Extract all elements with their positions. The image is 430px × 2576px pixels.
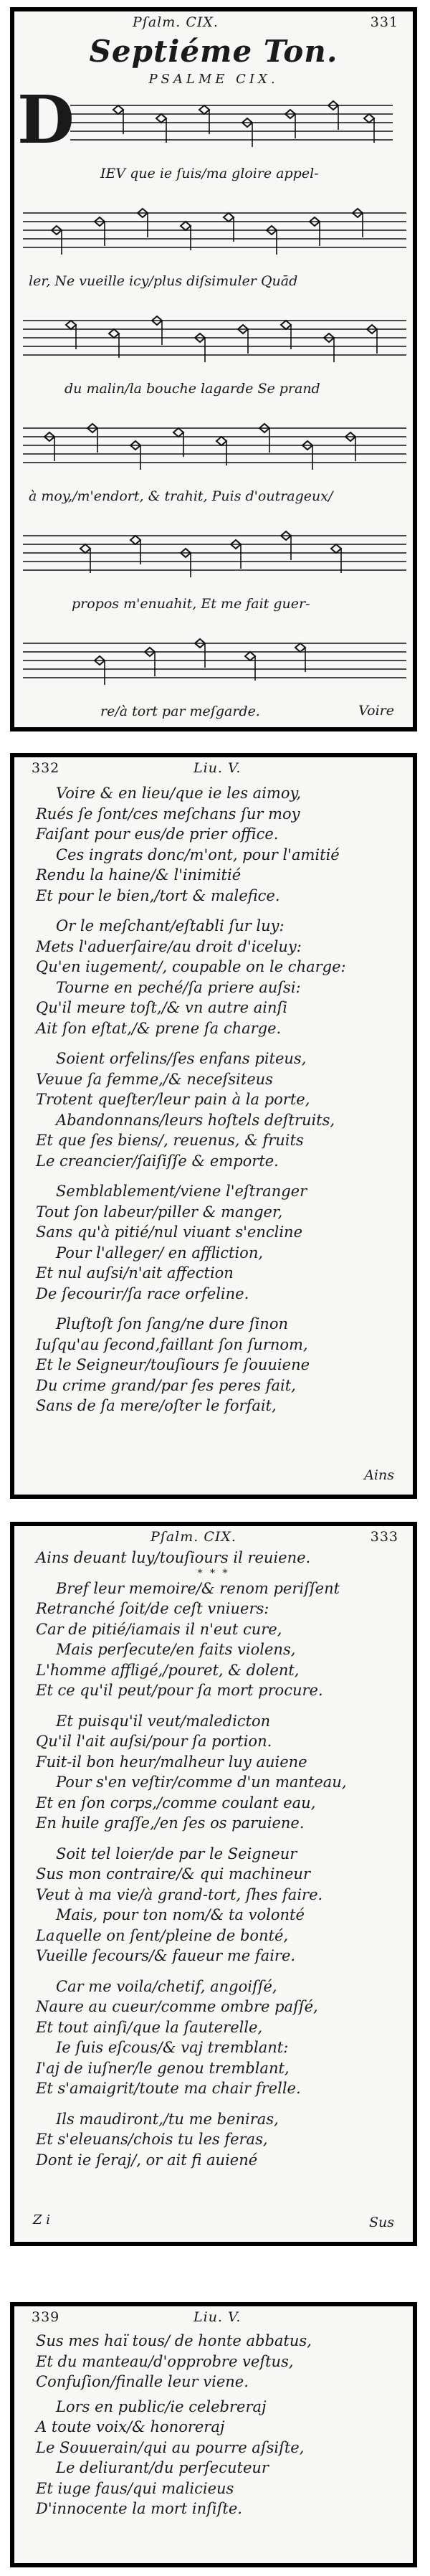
- verse-line: Car me voila/chetif, angoiſſé,: [56, 1977, 277, 1995]
- music-staff: [23, 521, 410, 593]
- verse-line: Ils maudiront,/tu me beniras,: [56, 2110, 279, 2128]
- verse-line: Pour s'en veſtir/comme d'un manteau,: [56, 1774, 347, 1791]
- page-header: [14, 2306, 413, 2328]
- music-system-5: [14, 521, 413, 629]
- verse-line: Sus mon contraire/& qui machineur: [36, 1865, 310, 1883]
- verse-line: Vueille ſecours/& faueur me faire.: [36, 1947, 296, 1964]
- lyric-line: ler, Ne vueille icy/plus diſsimuler Quād: [29, 273, 298, 289]
- verse-line: Dont ie ſeraj/, or ait fi auiené: [36, 2151, 258, 2169]
- signature-mark: Z i: [33, 2212, 50, 2227]
- verse-line: Tout ſon labeur/piller & manger,: [36, 1203, 283, 1221]
- verse-line: Confuſion/finalle leur viene.: [36, 2373, 249, 2390]
- music-staff: [23, 199, 410, 270]
- music-system-6: [14, 629, 413, 731]
- verse-line: Le deliurant/du perſecuteur: [56, 2459, 269, 2476]
- running-head: Liu. V.: [194, 2309, 242, 2325]
- verse-line: Ait ſon eſtat,/& prene ſa charge.: [36, 1019, 282, 1037]
- running-head: Liu. V.: [194, 760, 242, 776]
- verse-line: Naure au cueur/comme ombre paſſé,: [36, 1998, 318, 2015]
- lyric-line: du malin/la bouche lagarde Se prand: [64, 381, 320, 397]
- page-331: [10, 7, 417, 731]
- verse-line: L'homme affligé,/pouret, & dolent,: [36, 1661, 300, 1679]
- verse-line: Et que ſes biens/, reuenus, & fruits: [36, 1132, 304, 1149]
- music-system-3: [14, 306, 413, 414]
- verse-line: Et le Seigneur/touſiours ſe ſouuiene: [36, 1356, 310, 1373]
- verse-line: Et en ſon corps,/comme coulant eau,: [36, 1794, 316, 1812]
- verse-line: Veut à ma vie/à grand-tort, ſhes faire.: [36, 1885, 323, 1903]
- verse-line: Trotent queſter/leur pain à la porte,: [36, 1091, 310, 1108]
- verse-line: Voire & en lieu/que ie les aimoy,: [56, 785, 302, 802]
- verse-line: Rués ſe ſont/ces meſchans ſur moy: [36, 805, 300, 823]
- verse-line: Le creancier/ſaiſiſſe & emporte.: [36, 1152, 279, 1170]
- page-header: [14, 757, 413, 779]
- verse-line: Qu'il l'ait auſsi/pour ſa portion.: [36, 1733, 272, 1750]
- verse-line: Faiſant pour eus/de prier office.: [36, 825, 279, 843]
- verse-line: Soit tel loier/de par le Seigneur: [56, 1845, 297, 1862]
- verse-line: Du crime grand/par ſes peres fait,: [36, 1376, 296, 1394]
- verse-line: Pour l'alleger/ en affliction,: [56, 1244, 264, 1261]
- running-head: Pſalm. CIX.: [150, 1529, 236, 1545]
- verse-line: Iuſqu'au ſecond,faillant ſon ſurnom,: [36, 1335, 308, 1353]
- verse-line: Ie ſuis eſcous/& vaj tremblant:: [56, 2039, 289, 2056]
- verse-line: Abandonnans/leurs hoſtels deſtruits,: [56, 1111, 335, 1129]
- psalm-heading: PSALME CIX.: [148, 72, 279, 87]
- verse-line: Mais perſecute/en faits violens,: [56, 1641, 296, 1658]
- catchword: Voire: [358, 703, 394, 719]
- verse-line: Et pour le bien,/tort & malefice.: [36, 886, 280, 904]
- verse-line: Pluſtoſt ſon ſang/ne dure ſinon: [56, 1315, 288, 1332]
- verse-line: Qu'il meure toſt,/& vn autre ainſi: [36, 999, 287, 1016]
- verse-line: Bref leur memoire/& renom periſſent: [56, 1579, 340, 1597]
- verse-line: Fuit-il bon heur/malheur luy auiene: [36, 1753, 307, 1771]
- verse-block: [14, 1548, 413, 2170]
- verse-line: I'aj de iuſner/le genou tremblant,: [36, 2059, 290, 2077]
- page-number: 333: [370, 1529, 398, 1545]
- page-header: [14, 11, 413, 33]
- page-number: 332: [32, 760, 60, 776]
- verse-line: Soient orfelins/ſes enfans piteus,: [56, 1050, 307, 1067]
- verse-line: Or le meſchant/eſtabli ſur luy:: [56, 917, 285, 934]
- verse-line: Retranché ſoit/de ceſt vniuers:: [36, 1600, 269, 1617]
- verse-line: Sans qu'à pitié/nul viuant s'encline: [36, 1223, 302, 1241]
- verse-line: Mais, pour ton nom/& ta volonté: [56, 1906, 305, 1923]
- music-staff: [27, 91, 400, 163]
- catchword: Ains: [364, 1467, 394, 1483]
- drop-cap: D: [17, 81, 75, 158]
- verse-line: En huile graſſe,/en ſes os paruiene.: [36, 1814, 305, 1832]
- verse-line: Et s'amaigrit/toute ma chair frelle.: [36, 2080, 301, 2097]
- music-system-1: [14, 81, 413, 199]
- verse-line: Et tout ainſi/que la ſauterelle,: [36, 2018, 263, 2036]
- music-staff: [23, 306, 410, 378]
- page-header: [14, 1526, 413, 1548]
- verse-line: Et nul auſsi/n'ait affection: [36, 1264, 234, 1282]
- mode-title: Septiéme Ton.: [89, 34, 338, 69]
- verse-line: Sus mes haï tous/ de honte abbatus,: [36, 2332, 312, 2349]
- verse-line: Tourne en peché/ſa priere auſsi:: [56, 978, 301, 996]
- music-system-4: [14, 414, 413, 521]
- verse-line: De ſecourir/ſa race orfeline.: [36, 1284, 249, 1302]
- verse-line: D'innocente la mort inſiſte.: [36, 2500, 242, 2517]
- music-system-2: [14, 199, 413, 306]
- verse-line: Semblablement/viene l'eſtranger: [56, 1183, 307, 1200]
- verse-line: Qu'en iugement/, coupable on le charge:: [36, 958, 346, 975]
- verse-block: [14, 779, 413, 1416]
- page-339: [10, 2302, 417, 2567]
- verse-line: Sans de ſa mere/oſter le forfait,: [36, 1397, 277, 1414]
- verse-line: Et iuge faus/qui malicieus: [36, 2479, 234, 2497]
- lyric-line: IEV que ie ſuis/ma gloire appel-: [100, 166, 319, 181]
- catchword: Sus: [368, 2215, 394, 2230]
- running-head: Pſalm. CIX.: [133, 14, 219, 30]
- page-332: [10, 753, 417, 1499]
- page-number: 339: [32, 2309, 60, 2325]
- section-ornament: * * *: [197, 1567, 230, 1579]
- lyric-line: à moy,/m'endort, & trahit, Puis d'outrageux/: [29, 488, 333, 504]
- verse-line: Car de pitié/iamais il n'eut cure,: [36, 1620, 282, 1638]
- verse-line: Ces ingrats donc/m'ont, pour l'amitié: [56, 846, 340, 863]
- music-staff: [23, 629, 410, 701]
- verse-line: Le Souuerain/qui au pourre aſsiſte,: [36, 2438, 305, 2456]
- verse-block: [14, 2328, 413, 2519]
- verse-line: Veuue ſa femme,/& neceſsiteus: [36, 1070, 273, 1088]
- lyric-line: propos m'enuahit, Et me fait guer-: [72, 596, 310, 612]
- verse-line: Et s'eleuans/chois tu les feras,: [36, 2131, 268, 2148]
- verse-line: Mets l'aduerſaire/au droit d'iceluy:: [36, 937, 302, 955]
- verse-line: Et puisqu'il veut/maledicton: [56, 1712, 271, 1730]
- verse-line: Et ce qu'il peut/pour ſa mort procure.: [36, 1682, 323, 1699]
- verse-line: Ains deuant luy/touſiours il reuiene.: [36, 1549, 311, 1566]
- page-333: [10, 1522, 417, 2246]
- lyric-line: re/à tort par meſgarde.: [100, 704, 260, 719]
- verse-line: Et du manteau/d'opprobre veſtus,: [36, 2352, 294, 2370]
- verse-line: Rendu la haine/& l'inimitié: [36, 866, 242, 884]
- music-staff: [23, 414, 410, 486]
- verse-line: Lors en public/ie celebreraj: [56, 2397, 267, 2415]
- verse-line: Laquelle on ſent/pleine de bonté,: [36, 1926, 289, 1944]
- page-number: 331: [370, 14, 398, 30]
- verse-line: A toute voix/& honoreraj: [36, 2418, 225, 2435]
